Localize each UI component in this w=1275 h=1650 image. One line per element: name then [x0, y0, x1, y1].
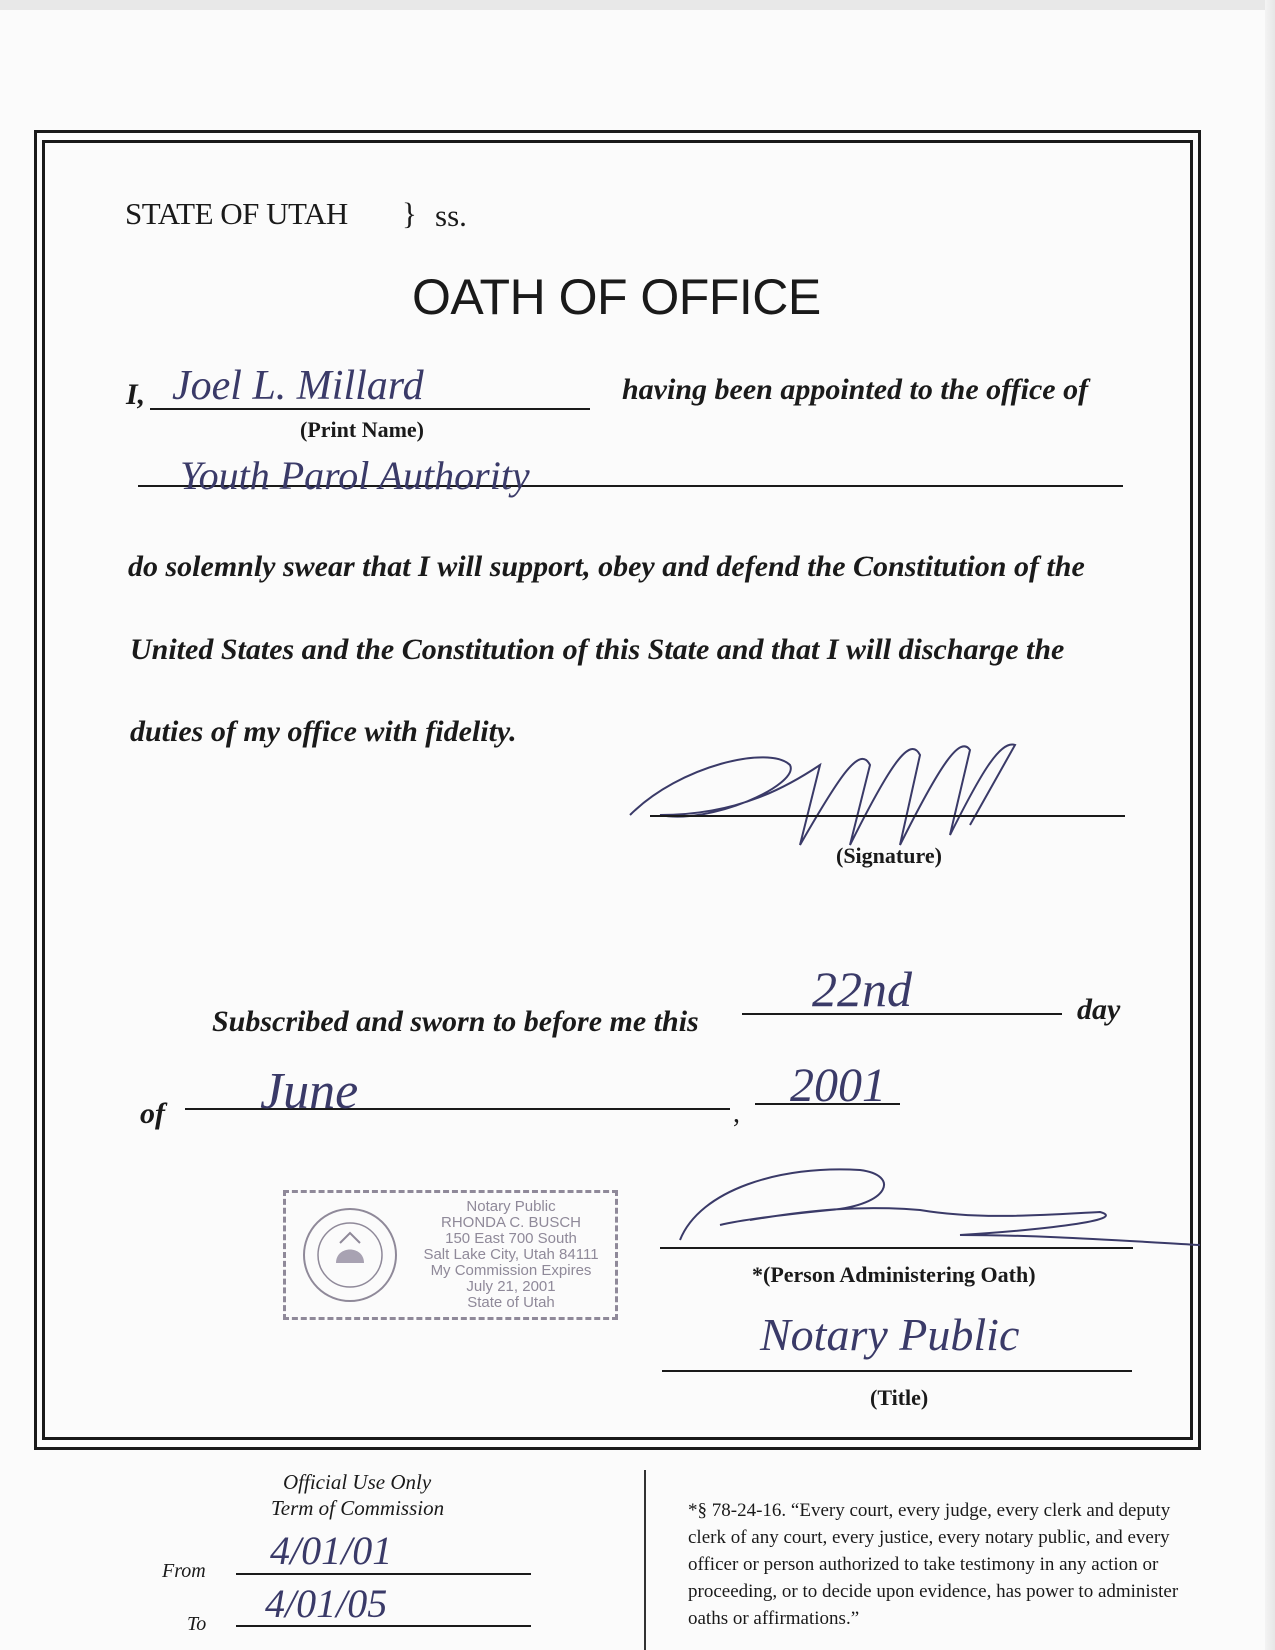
day-handwritten: 22nd [812, 961, 912, 1017]
document-title: OATH OF OFFICE [412, 269, 821, 325]
to-handwritten: 4/01/05 [265, 1581, 388, 1626]
administering-line [660, 1247, 1133, 1249]
oath-line-2: United States and the Constitution of this State and that I will discharge the [130, 633, 1065, 666]
notary-stamp [283, 1190, 618, 1320]
scan-edge [0, 0, 1275, 10]
stamp-line-1: Notary Public [466, 1198, 556, 1215]
print-name-handwritten: Joel L. Millard [172, 363, 424, 409]
scan-page-edge [1265, 0, 1275, 1650]
oath-line-1: do solemnly swear that I will support, obey and defend the Constitution of the [128, 550, 1085, 583]
statute-note: *§ 78-24-16. “Every court, every judge, every clerk and deputy clerk of any court, every justice, every notary public, and every officer or person authorized to take testimony in any action or proceeding, or to decide upon evidence, has power to administer oaths or affirmations.” [688, 1500, 1179, 1629]
stamp-line-6: July 21, 2001 [466, 1278, 556, 1295]
year-handwritten: 2001 [790, 1059, 886, 1112]
stamp-line-7: State of Utah [467, 1294, 555, 1311]
ss-brace: } [402, 196, 417, 231]
appointed-text: having been appointed to the office of [622, 373, 1089, 406]
from-label: From [162, 1560, 206, 1582]
state-label: STATE OF UTAH [125, 196, 348, 231]
title-line [662, 1370, 1132, 1372]
footer-divider [644, 1470, 646, 1650]
oath-line-3: duties of my office with fidelity. [130, 715, 517, 748]
month-year-comma: , [733, 1098, 740, 1129]
to-label: To [187, 1613, 207, 1635]
day-word: day [1077, 993, 1121, 1026]
title-label: (Title) [870, 1385, 929, 1410]
print-name-label: (Print Name) [300, 417, 425, 442]
signature-label: (Signature) [836, 843, 942, 868]
signature-line [650, 815, 1125, 817]
from-handwritten: 4/01/01 [270, 1528, 393, 1573]
stamp-line-5: My Commission Expires [430, 1262, 592, 1279]
stamp-line-4: Salt Lake City, Utah 84111 [423, 1246, 599, 1263]
stamp-line-3: 150 East 700 South [445, 1230, 577, 1247]
sworn-text: Subscribed and sworn to before me this [212, 1005, 699, 1038]
of-word: of [140, 1097, 165, 1130]
ss-label: ss. [435, 198, 467, 233]
title-handwritten: Notary Public [760, 1309, 1020, 1360]
office-handwritten: Youth Parol Authority [180, 453, 530, 498]
stamp-line-2: RHONDA C. BUSCH [440, 1214, 582, 1231]
oath-prefix: I, [126, 378, 146, 411]
utah-seal-icon [300, 1205, 400, 1305]
official-use-label: Official Use Only [283, 1470, 432, 1494]
term-label: Term of Commission [271, 1496, 445, 1520]
month-handwritten: June [260, 1063, 359, 1120]
administering-signature-scribble [660, 1150, 1210, 1260]
administering-label: *(Person Administering Oath) [752, 1262, 1036, 1287]
